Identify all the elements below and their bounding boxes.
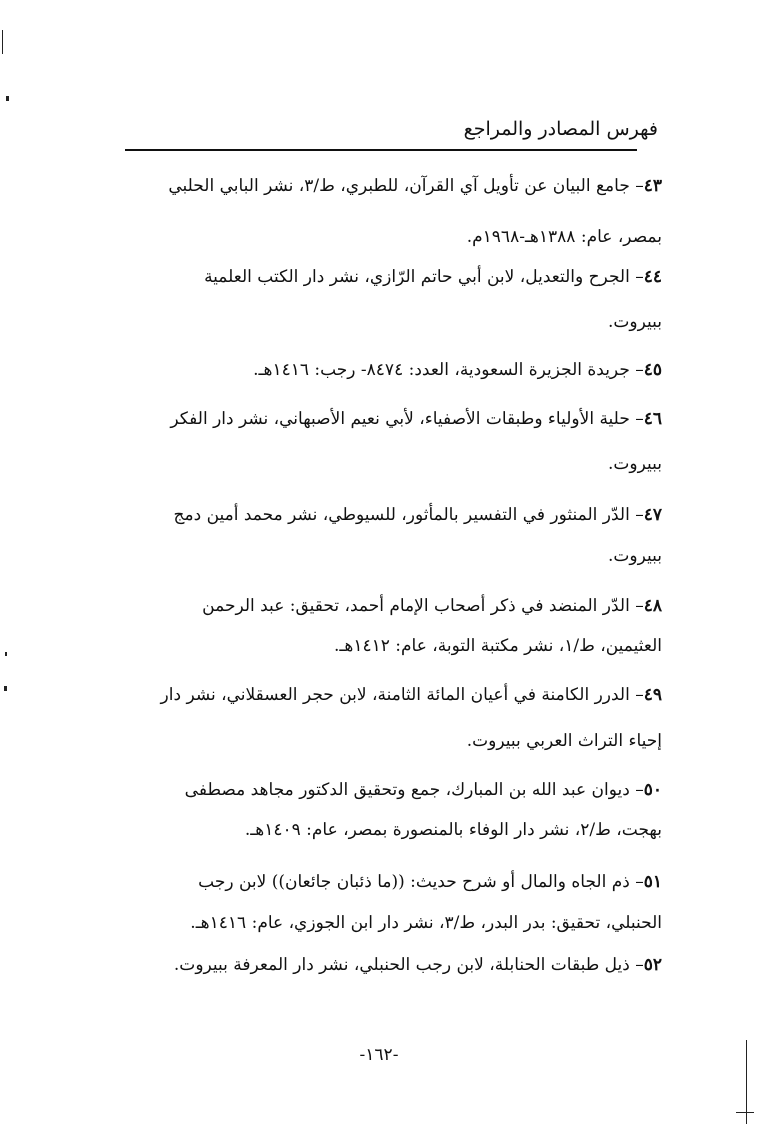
entry-dash: –	[635, 267, 644, 287]
entry-dash: –	[635, 685, 644, 705]
entry-text: الدّر المنثور في التفسير بالمأثور، للسيوطي، نشر محمد أمين دمج	[173, 505, 630, 525]
scan-edge-line	[736, 1112, 754, 1113]
entry-dash: –	[635, 409, 644, 429]
entry-line-first	[174, 507, 662, 524]
entry-dash: –	[635, 360, 644, 380]
entry-number: ٥٢	[643, 955, 662, 975]
entry-text: العثيمين، ط/١، نشر مكتبة التوبة، عام: ١٤١٢هـ.	[333, 636, 662, 656]
entry-text: ذيل طبقات الحنابلة، لابن رجب الحنبلي، نشر دار المعرفة ببيروت.	[173, 955, 630, 975]
entry-text: الجرح والتعديل، لابن أبي حاتم الرّازي، نشر دار الكتب العلمية	[204, 267, 630, 287]
entry-text: ببيروت.	[608, 454, 662, 474]
entry-line-continuation	[467, 229, 662, 246]
entry-text: ديوان عبد الله بن المبارك، جمع وتحقيق الدكتور مجاهد مصطفى	[184, 780, 630, 800]
entry-number: ٤٩	[643, 685, 662, 705]
entry-line-first	[198, 874, 662, 891]
entry-line-continuation	[608, 456, 662, 473]
entry-dash: –	[635, 872, 644, 892]
entry-dash: –	[635, 955, 644, 975]
entry-text: الدرر الكامنة في أعيان المائة الثامنة، لابن حجر العسقلاني، نشر دار	[160, 685, 630, 705]
entry-line-continuation	[467, 733, 662, 750]
entry-line-continuation	[245, 822, 662, 839]
scan-artifact	[6, 96, 9, 101]
entry-number: ٤٥	[643, 360, 662, 380]
entry-number: ٤٧	[643, 505, 662, 525]
entry-text: ببيروت.	[608, 312, 662, 332]
scan-edge-line	[2, 30, 3, 54]
entry-text: ببيروت.	[608, 546, 662, 566]
entry-number: ٥١	[643, 872, 662, 892]
entry-dash: –	[635, 176, 644, 196]
entry-text: حلية الأولياء وطبقات الأصفياء، لأبي نعيم الأصبهاني، نشر دار الفكر	[170, 409, 630, 429]
entry-line-continuation	[608, 314, 662, 331]
entry-text: الحنبلي، تحقيق: بدر البدر، ط/٣، نشر دار ابن الجوزي، عام: ١٤١٦هـ.	[190, 913, 662, 933]
entry-line-first	[204, 269, 662, 286]
entry-number: ٤٣	[643, 176, 662, 196]
header-rule	[125, 149, 637, 151]
entry-text: جامع البيان عن تأويل آي القرآن، للطبري، ط/٣، نشر البابي الحلبي	[168, 176, 630, 196]
entry-text: بمصر، عام: ١٣٨٨هـ-١٩٦٨م.	[466, 227, 662, 247]
entry-text: الدّر المنضد في ذكر أصحاب الإمام أحمد، تحقيق: عبد الرحمن	[202, 596, 630, 616]
entry-text: بهجت، ط/٢، نشر دار الوفاء بالمنصورة بمصر، عام: ١٤٠٩هـ.	[244, 820, 662, 840]
page-header-title: فهرس المصادر والمراجع	[463, 118, 658, 140]
entry-line-first	[185, 782, 662, 799]
entry-line-continuation	[190, 915, 662, 932]
page-number: -١٦٢-	[359, 1045, 399, 1065]
scan-artifact	[4, 686, 7, 691]
entry-dash: –	[635, 505, 644, 525]
entry-line-first	[202, 598, 662, 615]
entry-line-continuation	[334, 638, 662, 655]
entry-line-first	[161, 687, 662, 704]
entry-number: ٤٦	[643, 409, 662, 429]
scan-artifact	[5, 652, 7, 656]
entry-number: ٤٨	[643, 596, 662, 616]
entry-number: ٤٤	[643, 267, 662, 287]
entry-line-first	[253, 362, 662, 379]
entry-text: ذم الجاه والمال أو شرح حديث: ((ما ذئبان جائعان)) لابن رجب	[198, 872, 630, 892]
entry-dash: –	[635, 596, 644, 616]
entry-text: إحياء التراث العربي ببيروت.	[466, 731, 662, 751]
entry-text: جريدة الجزيرة السعودية، العدد: ٨٤٧٤- رجب: ١٤١٦هـ.	[253, 360, 630, 380]
entry-number: ٥٠	[643, 780, 662, 800]
entry-line-first	[168, 178, 662, 195]
entry-line-first	[174, 957, 662, 974]
entry-line-first	[170, 411, 662, 428]
entry-dash: –	[635, 780, 644, 800]
entry-line-continuation	[608, 548, 662, 565]
